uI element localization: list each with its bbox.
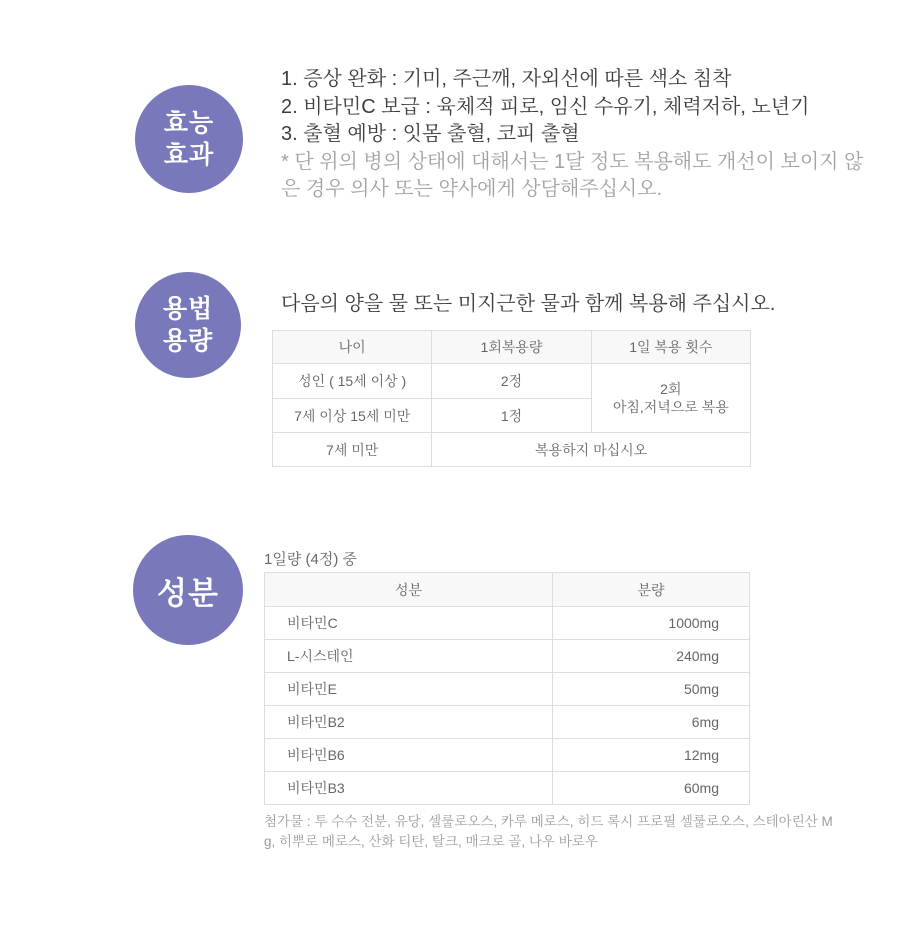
- dosage-frequency-line1: 2회: [660, 381, 682, 397]
- ingredient-row: [265, 739, 750, 772]
- ingredient-row: [265, 640, 750, 673]
- ingredient-row: [265, 673, 750, 706]
- dosage-cell-child-dose: 1정: [432, 399, 591, 433]
- dosage-table: [272, 330, 751, 467]
- dosage-table-header-row: [273, 331, 751, 364]
- efficacy-section-badge: [135, 85, 243, 193]
- efficacy-text-block: [281, 66, 881, 204]
- dosage-header-dose: 1회복용량: [432, 331, 591, 364]
- ingredient-name: 비타민B6: [265, 739, 553, 772]
- ingredient-name: 비타민B2: [265, 706, 553, 739]
- dosage-badge-line1: 용법: [162, 295, 214, 323]
- ingredient-name: 비타민B3: [265, 772, 553, 805]
- ingredients-caption: 1일량 (4정) 중: [264, 551, 357, 568]
- ingredient-row: [265, 772, 750, 805]
- ingredients-section-badge: [133, 535, 243, 645]
- dosage-cell-adult-dose: 2정: [432, 364, 591, 399]
- efficacy-badge-line2: 효과: [163, 141, 215, 169]
- dosage-frequency-line2: 아침,저녁으로 복용: [612, 399, 729, 415]
- dosage-row-restricted: [273, 433, 751, 467]
- dosage-intro: 다음의 양을 물 또는 미지근한 물과 함께 복용해 주십시오.: [281, 293, 776, 315]
- ingredient-name: L-시스테인: [265, 640, 553, 673]
- ingredients-table-header-row: [265, 573, 750, 607]
- ingredient-amount: 1000mg: [553, 607, 750, 640]
- ingredients-badge-label: 성분: [157, 575, 219, 611]
- efficacy-item-2: 2. 비타민C 보급 : 육체적 피로, 임신 수유기, 체력저하, 노년기: [281, 95, 810, 118]
- ingredients-header-name: 성분: [265, 573, 553, 607]
- ingredient-name: 비타민E: [265, 673, 553, 706]
- ingredient-amount: 50mg: [553, 673, 750, 706]
- ingredient-row: [265, 706, 750, 739]
- ingredients-header-amount: 분량: [553, 573, 750, 607]
- ingredient-amount: 12mg: [553, 739, 750, 772]
- additives-footnote: 첨가물 : 투 수수 전분, 유당, 셀룰로오스, 카루 메로스, 히드 록시 프로필 셀룰로오스, 스테아린산 Mg, 히뿌로 메로스, 산화 티탄, 탈크, 매크로 골, 나우 바로우: [264, 814, 833, 849]
- dosage-header-frequency: 1일 복용 횟수: [591, 331, 750, 364]
- dosage-row-adult: [273, 364, 751, 399]
- efficacy-item-3: 3. 출혈 예방 : 잇몸 출혈, 코피 출혈: [281, 123, 580, 145]
- dosage-cell-restricted-age: 7세 미만: [273, 433, 432, 467]
- dosage-cell-child-age: 7세 이상 15세 미만: [273, 399, 432, 433]
- ingredient-amount: 240mg: [553, 640, 750, 673]
- dosage-cell-frequency: [591, 364, 750, 433]
- efficacy-item-1: 1. 증상 완화 : 기미, 주근깨, 자외선에 따른 색소 침착: [281, 68, 732, 90]
- ingredient-name: 비타민C: [265, 607, 553, 640]
- dosage-section-badge: [135, 272, 241, 378]
- dosage-cell-restricted-note: 복용하지 마십시오: [432, 433, 751, 467]
- ingredient-amount: 60mg: [553, 772, 750, 805]
- efficacy-note: * 단 위의 병의 상태에 대해서는 1달 정도 복용해도 개선이 보이지 않은 경우 의사 또는 약사에게 상담해주십시오.: [281, 150, 864, 200]
- ingredient-amount: 6mg: [553, 706, 750, 739]
- dosage-cell-adult-age: 성인 ( 15세 이상 ): [273, 364, 432, 399]
- dosage-badge-line2: 용량: [162, 327, 214, 355]
- ingredients-table: [264, 572, 750, 805]
- ingredient-row: [265, 607, 750, 640]
- dosage-header-age: 나이: [273, 331, 432, 364]
- efficacy-badge-line1: 효능: [163, 109, 215, 137]
